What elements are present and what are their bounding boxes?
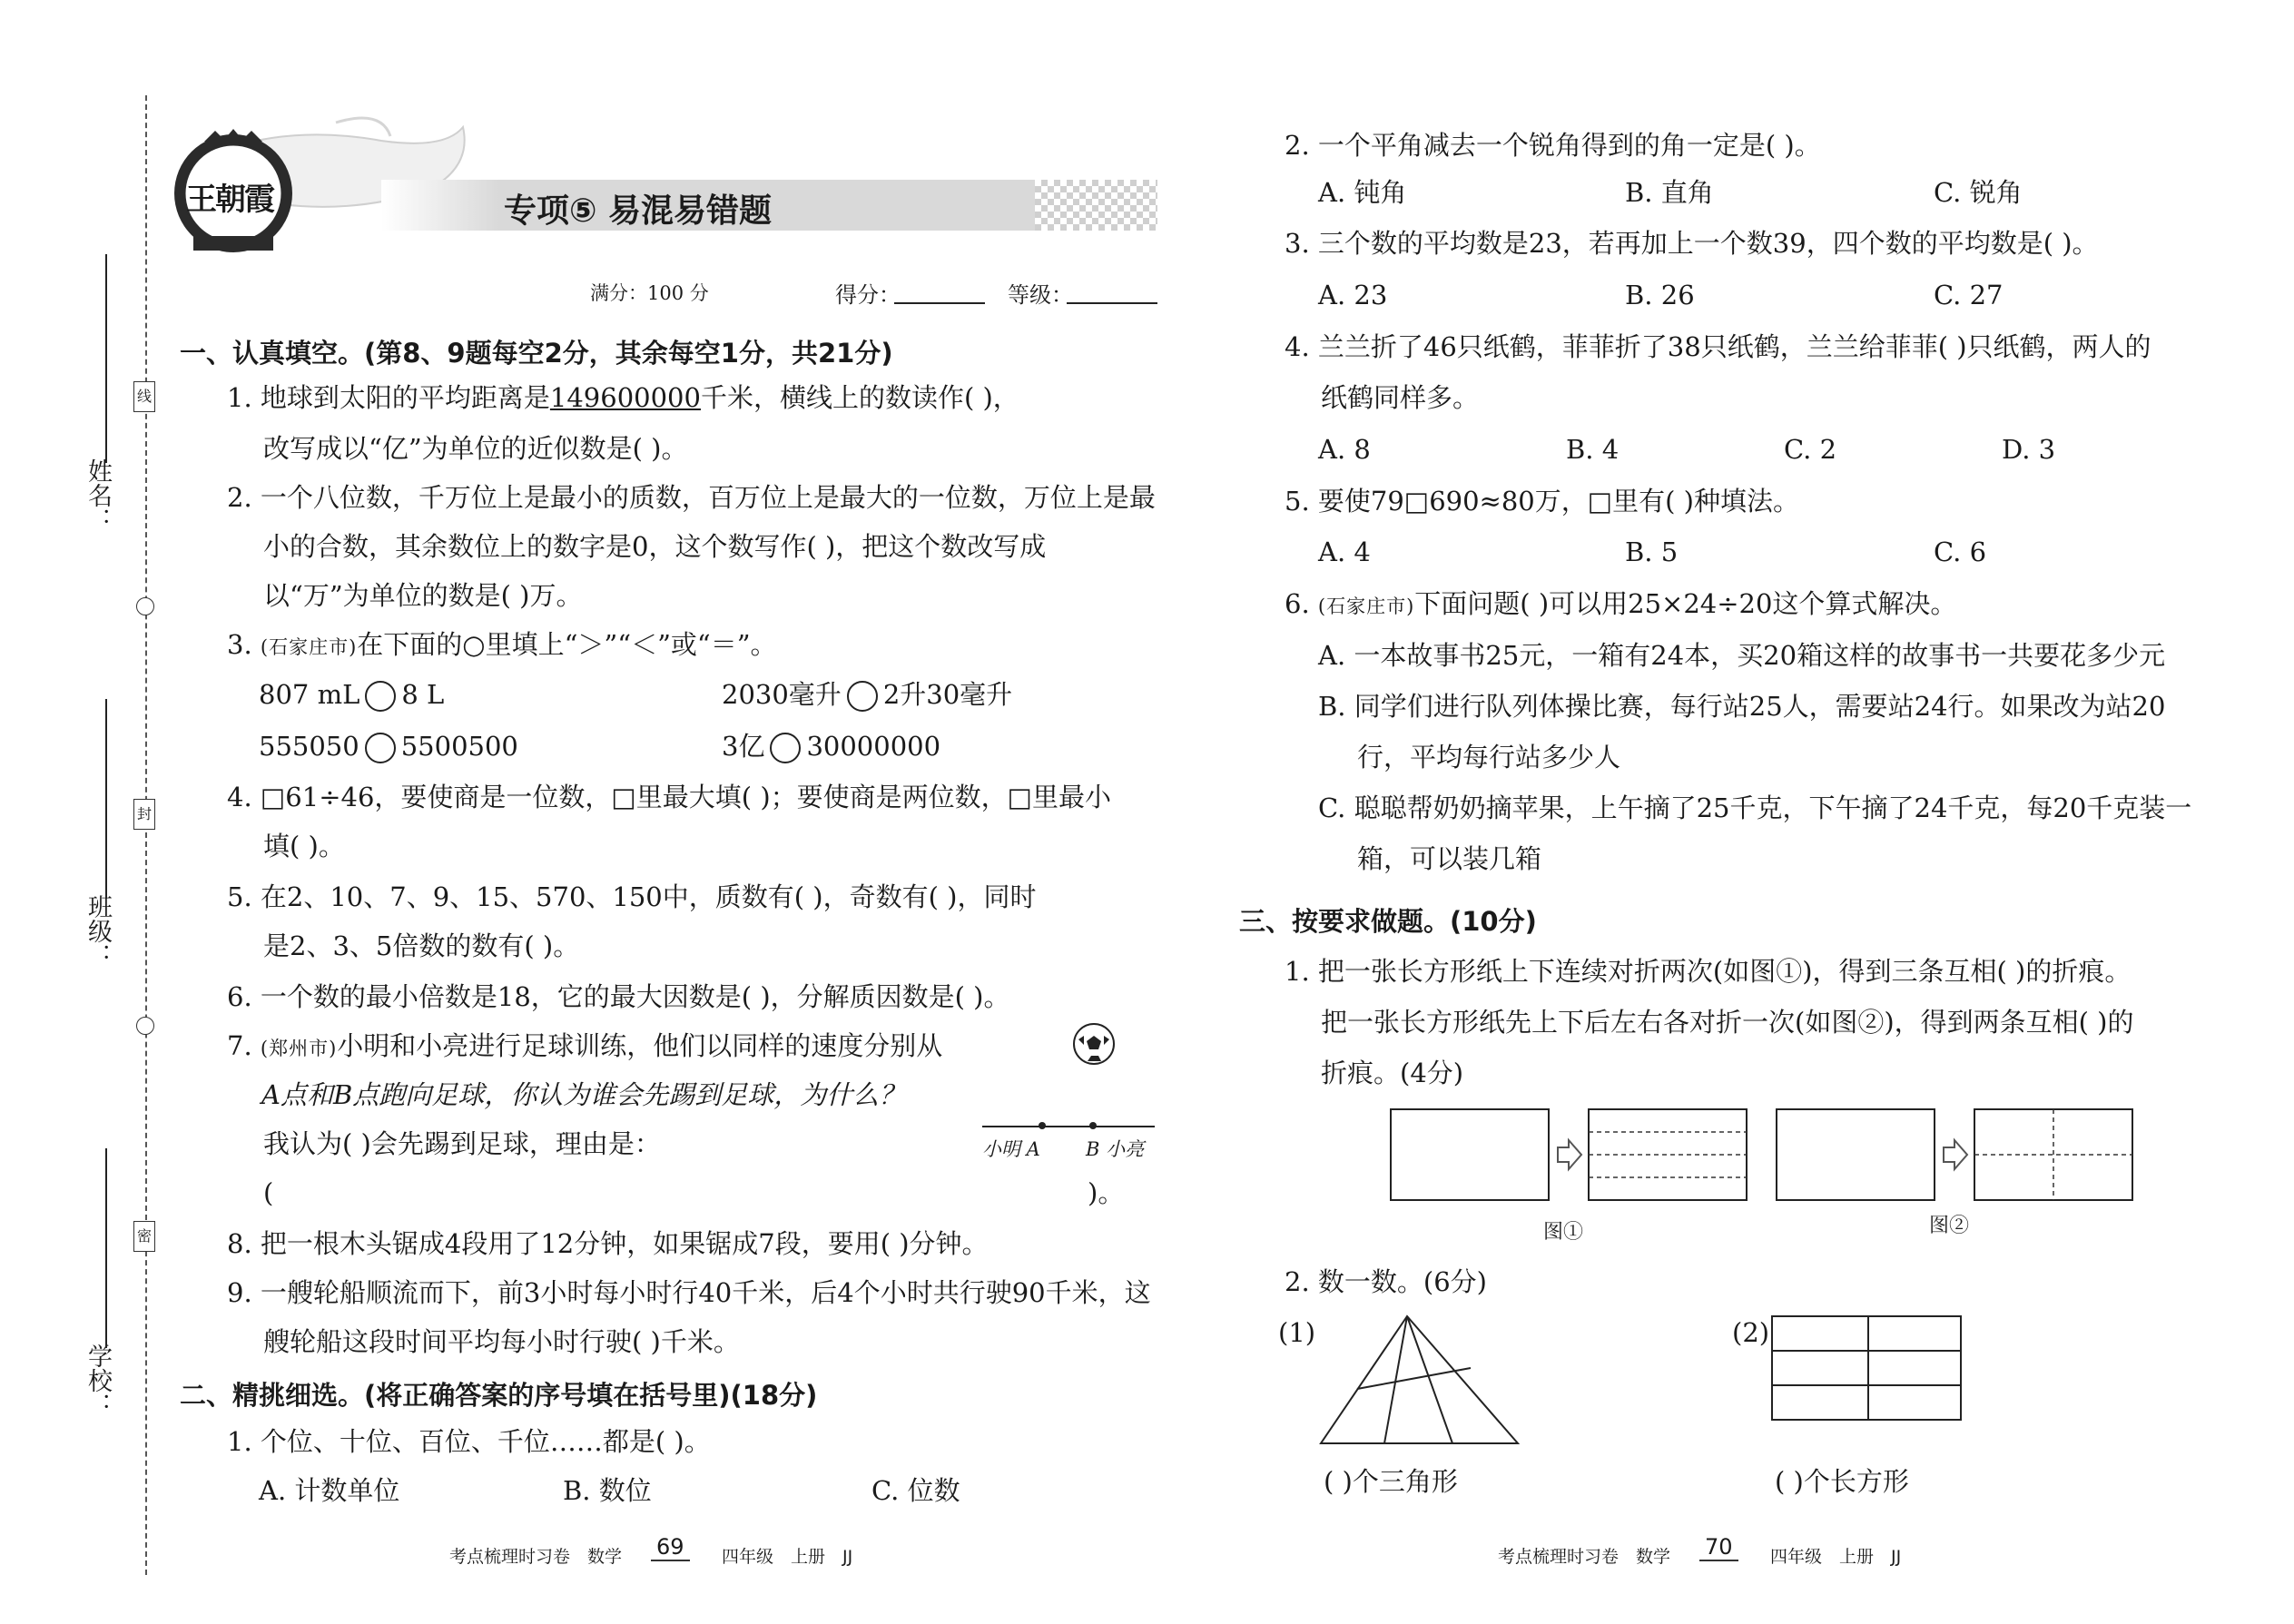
footer-right-page-number: 70 — [1699, 1534, 1738, 1561]
footer-left-page-number: 69 — [651, 1534, 690, 1561]
task-1-line1: 1. 把一张长方形纸上下连续对折两次(如图①)，得到三条互相( )的折痕。 — [1285, 956, 2132, 987]
choice-q4-option-a[interactable]: A. 8 — [1318, 434, 1371, 465]
choice-q6-option-b-line2: 行，平均每行站多少人 — [1357, 742, 1621, 773]
compare-right: 8 L — [401, 679, 445, 710]
compare-left: 2030毫升 — [722, 679, 842, 710]
fill-q9-line2: 艘轮船这段时间平均每小时行驶( )千米。 — [263, 1326, 740, 1357]
q7-point-a — [1039, 1122, 1046, 1129]
choice-q6-option-c-line2: 箱，可以装几箱 — [1357, 843, 1542, 874]
choice-q4-option-c[interactable]: C. 2 — [1784, 434, 1837, 465]
fill-q1-text-a: 1. 地球到太阳的平均距离是 — [227, 382, 550, 413]
fill-q3-compare-1 — [259, 676, 444, 713]
compare-left: 3亿 — [722, 731, 765, 762]
task-2-part-2: (2) — [1732, 1317, 1770, 1348]
compare-circle[interactable] — [847, 681, 878, 712]
compare-right: 30000000 — [806, 731, 941, 762]
binding-hole-circle — [136, 597, 154, 615]
choice-q6-option-c-line1[interactable]: C. 聪聪帮奶奶摘苹果，上午摘了25千克，下午摘了24千克，每20千克装一 — [1318, 792, 2192, 823]
fill-q7-line3: 我认为( )会先踢到足球，理由是： — [263, 1128, 661, 1159]
choice-q3-option-a[interactable]: A. 23 — [1318, 280, 1388, 310]
choice-q5-option-a[interactable]: A. 4 — [1318, 536, 1371, 567]
choice-q6-option-a[interactable]: A. 一本故事书25元，一箱有24本，买20箱这样的故事书一共要花多少元 — [1318, 640, 2166, 671]
rectangle-grid-figure — [1770, 1314, 1965, 1423]
score-blank[interactable] — [894, 302, 985, 304]
choice-q5-option-c[interactable]: C. 6 — [1934, 536, 1987, 567]
binding-mark-xian: 线 — [133, 381, 155, 412]
task-2: 2. 数一数。(6分) — [1285, 1266, 1487, 1297]
choice-q1-option-c[interactable]: C. 位数 — [871, 1475, 960, 1506]
class-blank[interactable] — [105, 699, 107, 899]
task-2-answer-2[interactable]: ( )个长方形 — [1775, 1466, 1909, 1497]
fill-q7-city: (郑州市) — [260, 1038, 338, 1059]
footer-left-series: 考点梳理时习卷 数学 — [449, 1547, 623, 1567]
choice-q3-option-b[interactable]: B. 26 — [1625, 280, 1695, 310]
task-1-line2: 把一张长方形纸先上下后左右各对折一次(如图②)，得到两条互相( )的 — [1321, 1007, 2134, 1038]
choice-q4-line1: 4. 兰兰折了46只纸鹤，菲菲折了38只纸鹤，兰兰给菲菲( )只纸鹤，两人的 — [1285, 331, 2151, 362]
q7-point-b — [1089, 1122, 1097, 1129]
fill-q3-line1: 3. (石家庄市)在下面的○里填上“＞”“＜”或“＝”。 — [227, 629, 777, 660]
fill-q3-city: (石家庄市) — [260, 636, 358, 658]
score-label: 得分： — [835, 282, 901, 308]
fill-q1-text-b: 千米，横线上的数读作( )， — [700, 382, 1019, 413]
choice-q6: 6. (石家庄市)下面问题( )可以用25×24÷20这个算式解决。 — [1285, 588, 1957, 619]
choice-q4-option-b[interactable]: B. 4 — [1566, 434, 1620, 465]
choice-q2-option-c[interactable]: C. 锐角 — [1934, 177, 2023, 208]
choice-q5-option-b[interactable]: B. 5 — [1625, 536, 1679, 567]
fill-q4-line2: 填( )。 — [263, 831, 345, 861]
choice-q4-option-d[interactable]: D. 3 — [2002, 434, 2056, 465]
name-blank[interactable] — [105, 254, 107, 463]
fold-figure-2 — [1775, 1107, 2138, 1207]
task-2-answer-1[interactable]: ( )个三角形 — [1324, 1466, 1458, 1497]
choice-q5: 5. 要使79□690≈80万，□里有( )种填法。 — [1285, 486, 1799, 517]
task-1-line3: 折痕。(4分) — [1321, 1058, 1464, 1088]
fill-q7-text: 小明和小亮进行足球训练，他们以同样的速度分别从 — [337, 1030, 943, 1061]
q7-label-b: B 小亮 — [1086, 1138, 1145, 1160]
fill-q8: 8. 把一根木头锯成4段用了12分钟，如果锯成7段，要用( )分钟。 — [227, 1228, 989, 1259]
binding-mark-feng: 封 — [133, 799, 155, 830]
choice-q6-option-b-line1[interactable]: B. 同学们进行队列体操比赛，每行站25人，需要站24行。如果改为站20 — [1318, 691, 2166, 722]
fill-q9-line1: 9. 一艘轮船顺流而下，前3小时每小时行40千米，后4个小时共行驶90千米，这 — [227, 1277, 1151, 1308]
brand-name: 王朝霞 — [186, 182, 273, 218]
choice-q2-option-a[interactable]: A. 钝角 — [1318, 177, 1407, 208]
q7-track-line — [982, 1126, 1155, 1127]
soccer-ball-icon — [1071, 1021, 1117, 1067]
compare-right: 2升30毫升 — [882, 679, 1013, 710]
choice-q2: 2. 一个平角减去一个锐角得到的角一定是( )。 — [1285, 130, 1821, 161]
footer-right-series: 考点梳理时习卷 数学 — [1498, 1547, 1671, 1567]
fill-q4-line1: 4. □61÷46，要使商是一位数，□里最大填( )；要使商是两位数，□里最小 — [227, 782, 1112, 812]
section-1-title: 一、认真填空。(第8、9题每空2分，其余每空1分，共21分) — [180, 338, 893, 369]
fill-q3-text: 在下面的○里填上“＞”“＜”或“＝”。 — [357, 629, 777, 660]
fill-q2-line2: 小的合数，其余数位上的数字是0，这个数写作( )，把这个数改写成 — [263, 531, 1047, 562]
choice-q1: 1. 个位、十位、百位、千位……都是( )。 — [227, 1426, 711, 1457]
name-label: 姓名： — [84, 458, 112, 532]
footer-left-grade: 四年级 上册 JJ — [722, 1547, 853, 1567]
triangle-figure — [1316, 1312, 1525, 1448]
choice-q1-option-a[interactable]: A. 计数单位 — [259, 1475, 400, 1506]
choice-q6-text: 下面问题( )可以用25×24÷20这个算式解决。 — [1414, 588, 1957, 619]
fill-q5-line2: 是2、3、5倍数的数有( )。 — [263, 930, 580, 961]
section-3-title: 三、按要求做题。(10分) — [1239, 906, 1537, 937]
fig-2-caption: 图② — [1929, 1215, 1970, 1237]
fig-1-caption: 图① — [1543, 1221, 1584, 1244]
footer-right-grade: 四年级 上册 JJ — [1770, 1547, 1902, 1567]
fill-q6: 6. 一个数的最小倍数是18，它的最大因数是( )，分解质因数是( )。 — [227, 981, 1010, 1012]
fill-q3-compare-4 — [722, 728, 940, 764]
school-label: 学校： — [84, 1343, 112, 1417]
compare-left: 807 mL — [259, 679, 360, 710]
choice-q2-option-b[interactable]: B. 直角 — [1625, 177, 1714, 208]
fold-figure-1 — [1389, 1107, 1752, 1207]
fill-q7-line1: 7. (郑州市)小明和小亮进行足球训练，他们以同样的速度分别从 — [227, 1030, 943, 1061]
section-2-title: 二、精挑细选。(将正确答案的序号填在括号里)(18分) — [180, 1380, 818, 1411]
compare-circle[interactable] — [365, 733, 396, 763]
choice-q3-option-c[interactable]: C. 27 — [1934, 280, 2004, 310]
fill-q7-line4-open: ( — [263, 1177, 274, 1208]
fill-q1-number: 149600000 — [549, 382, 701, 413]
full-score: 满分：100 分 — [590, 282, 709, 304]
compare-right: 5500500 — [400, 731, 518, 762]
fill-q7-line2: A点和B点跑向足球，你认为谁会先踢到足球，为什么？ — [261, 1079, 906, 1110]
fill-q1-line2: 改写成以“亿”为单位的近似数是( )。 — [263, 433, 688, 464]
q7-label-a: 小明 A — [982, 1138, 1040, 1160]
fill-q2-line1: 2. 一个八位数，千万位上是最小的质数，百万位上是最大的一位数，万位上是最 — [227, 482, 1156, 513]
binding-dashed-line — [145, 95, 147, 1575]
fill-q3-compare-3 — [259, 728, 518, 764]
compare-left: 555050 — [259, 731, 359, 762]
grade-label: 等级： — [1008, 282, 1073, 308]
fill-q2-line3: 以“万”为单位的数是( )万。 — [263, 580, 583, 611]
binding-hole-circle — [136, 1017, 154, 1035]
grade-blank[interactable] — [1067, 302, 1157, 304]
fill-q7-line4-close: )。 — [1088, 1177, 1125, 1208]
fill-q5-line1: 5. 在2、10、7、9、15、570、150中，质数有( )，奇数有( )，同时 — [227, 881, 1037, 912]
compare-circle[interactable] — [365, 681, 396, 712]
binding-mark-mi: 密 — [133, 1221, 155, 1252]
choice-q1-option-b[interactable]: B. 数位 — [563, 1475, 652, 1506]
compare-circle[interactable] — [770, 733, 801, 763]
fill-q3-compare-2 — [722, 676, 1012, 713]
school-blank[interactable] — [105, 1148, 107, 1348]
class-label: 班级： — [84, 894, 112, 968]
page-title: 专项⑤ 易混易错题 — [504, 192, 773, 230]
choice-q6-city: (石家庄市) — [1317, 595, 1415, 617]
choice-q4-line2: 纸鹤同样多。 — [1321, 382, 1480, 413]
task-2-part-1: (1) — [1278, 1317, 1316, 1348]
title-banner-checker — [1035, 180, 1157, 231]
choice-q3: 3. 三个数的平均数是23，若再加上一个数39，四个数的平均数是( )。 — [1285, 228, 2099, 259]
fill-q1-line1 — [227, 379, 1019, 416]
